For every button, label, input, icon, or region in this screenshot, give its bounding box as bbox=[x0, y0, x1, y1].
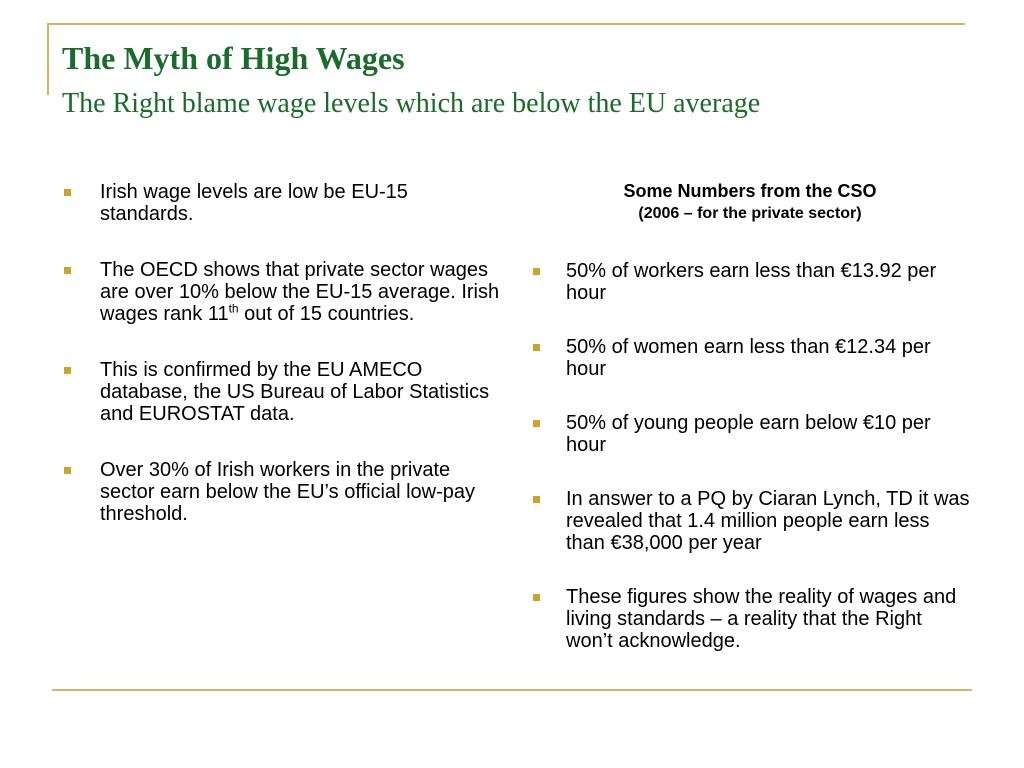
square-bullet-icon bbox=[533, 420, 540, 427]
slide-title: The Myth of High Wages bbox=[62, 40, 405, 76]
decorative-top-line bbox=[47, 23, 965, 25]
bullet-text: This is confirmed by the EU AMECO database, the US Bureau of Labor Statistics and EUROSTAT data. bbox=[100, 359, 490, 425]
left-bullet-item bbox=[64, 459, 504, 525]
superscript-suffix: th bbox=[228, 301, 239, 316]
square-bullet-icon bbox=[533, 594, 540, 601]
square-bullet-icon bbox=[64, 367, 71, 374]
bullet-text: 50% of young people earn below €10 per hour bbox=[566, 412, 931, 456]
left-column bbox=[64, 181, 504, 559]
right-bullet-item bbox=[530, 336, 970, 380]
right-bullet-item bbox=[530, 586, 970, 652]
bullet-text: The OECD shows that private sector wages are over 10% below the EU-15 average. Irish wages rank 11 bbox=[100, 259, 500, 325]
bullet-text: 50% of women earn less than €12.34 per hour bbox=[566, 336, 931, 380]
bullet-text: These figures show the reality of wages and living standards – a reality that the Right won’t acknowledge. bbox=[566, 586, 957, 652]
right-column-subheading: (2006 – for the private sector) bbox=[638, 205, 862, 222]
left-bullet-list bbox=[64, 181, 504, 525]
square-bullet-icon bbox=[533, 268, 540, 275]
square-bullet-icon bbox=[533, 344, 540, 351]
right-column bbox=[530, 180, 970, 684]
square-bullet-icon bbox=[64, 189, 71, 196]
decorative-bottom-line bbox=[52, 689, 972, 691]
bullet-text-continued: out of 15 countries. bbox=[238, 303, 415, 325]
square-bullet-icon bbox=[64, 467, 71, 474]
bullet-text: In answer to a PQ by Ciaran Lynch, TD it was revealed that 1.4 million people earn less than €38,000 per year bbox=[566, 488, 970, 554]
right-bullet-item bbox=[530, 412, 970, 456]
left-bullet-item bbox=[64, 359, 504, 425]
right-column-heading: Some Numbers from the CSO bbox=[623, 181, 877, 201]
left-bullet-item bbox=[64, 181, 504, 225]
slide-subtitle: The Right blame wage levels which are below the EU average bbox=[62, 88, 761, 119]
bullet-text: 50% of workers earn less than €13.92 per hour bbox=[566, 260, 937, 304]
square-bullet-icon bbox=[533, 496, 540, 503]
right-bullet-item bbox=[530, 260, 970, 304]
right-bullet-item bbox=[530, 488, 970, 554]
bullet-text: Irish wage levels are low be EU-15 standards. bbox=[100, 181, 408, 225]
decorative-vertical-line bbox=[47, 23, 49, 95]
bullet-text: Over 30% of Irish workers in the private sector earn below the EU’s official low-pay threshold. bbox=[100, 459, 475, 525]
left-bullet-item bbox=[64, 259, 504, 325]
right-bullet-list bbox=[530, 260, 970, 652]
square-bullet-icon bbox=[64, 267, 71, 274]
